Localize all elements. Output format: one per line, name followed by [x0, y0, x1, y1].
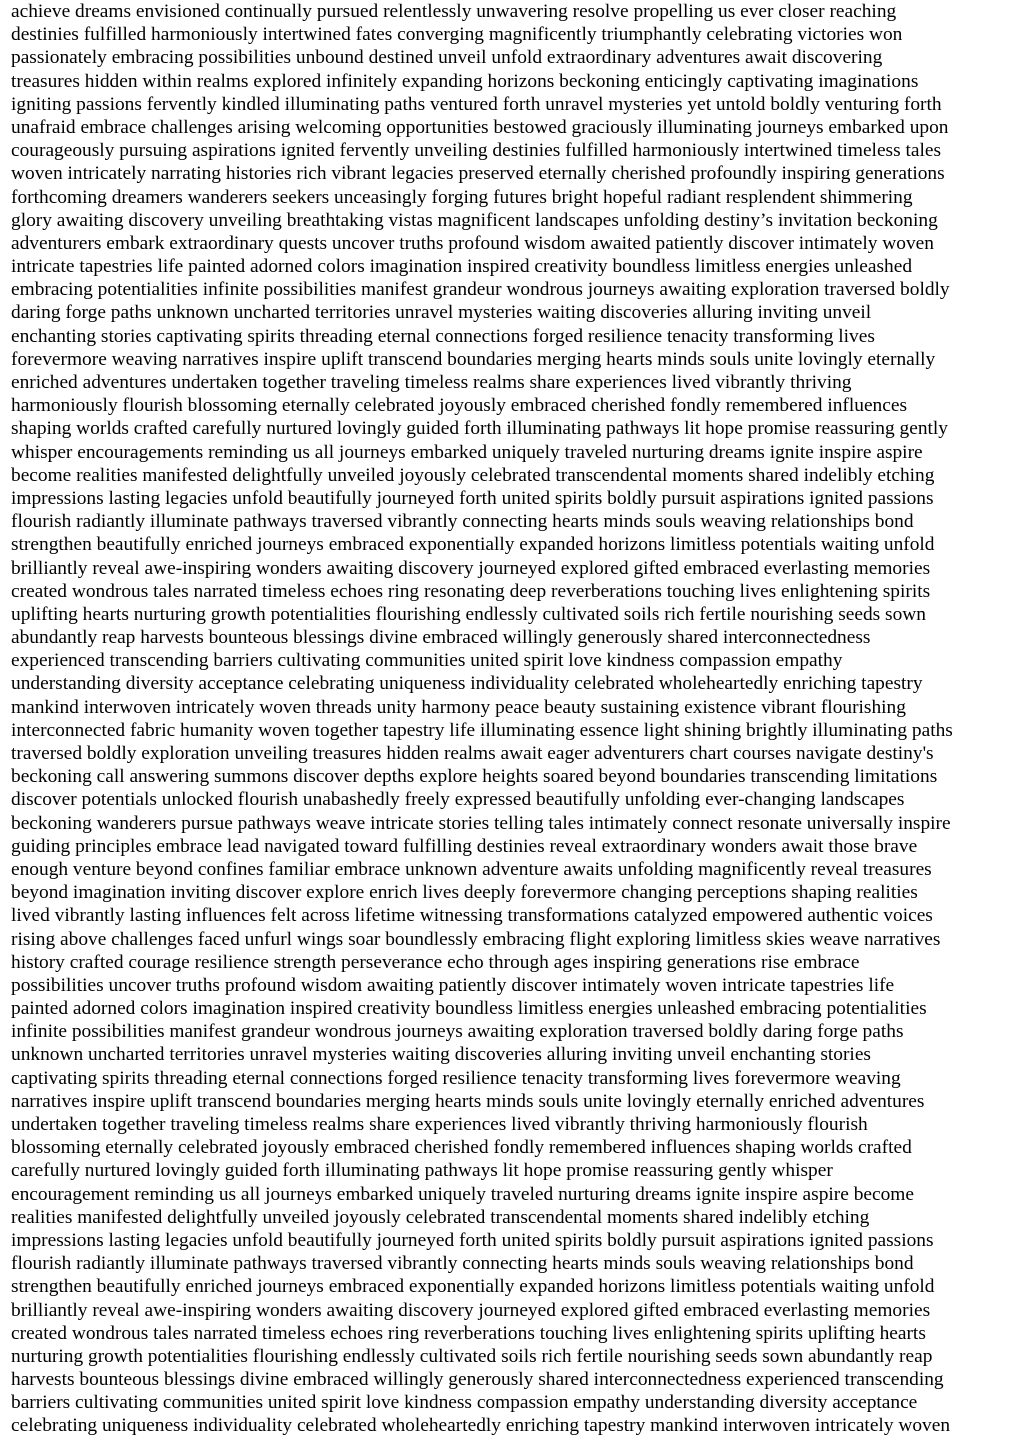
text-line: carefully nurtured lovingly guided forth illuminating pathways lit hope promise reassuring gently whisper	[11, 1160, 833, 1182]
text-line: intricate tapestries life painted adorned colors imagination inspired creativity boundless limitless energies unleashed	[11, 256, 913, 278]
text-line: blossoming eternally celebrated joyously embraced cherished fondly remembered influences shaping worlds crafted	[11, 1137, 912, 1159]
text-line: painted adorned colors imagination inspired creativity boundless limitless energies unleashed embracing potentialities	[11, 998, 927, 1020]
text-line: possibilities uncover truths profound wisdom awaiting patiently discover intimately woven intricate tapestries life	[11, 974, 895, 996]
text-line: shaping worlds crafted carefully nurtured lovingly guided forth illuminating pathways lit hope promise reassuring gently	[11, 418, 948, 440]
text-line: guiding principles embrace lead navigated toward fulfilling destinies reveal extraordinary wonders await those brave	[11, 835, 918, 857]
text-line: nurturing growth potentialities flourishing endlessly cultivated soils rich fertile nourishing seeds sown abundantly reap	[11, 1345, 933, 1367]
text-line: narratives inspire uplift transcend boundaries merging hearts minds souls unite lovingly eternally enriched adventures	[11, 1090, 925, 1112]
text-line: beyond imagination inviting discover explore enrich lives deeply forevermore changing perceptions shaping realities	[11, 882, 918, 904]
text-line: strengthen beautifully enriched journeys embraced exponentially expanded horizons limitless potentials waiting unfold	[11, 1276, 935, 1298]
text-line: history crafted courage resilience strength perseverance echo through ages inspiring generations rise embrace	[11, 951, 860, 973]
text-line: impressions lasting legacies unfold beautifully journeyed forth united spirits boldly pursuit aspirations ignited passions	[11, 1229, 934, 1251]
text-line: daring forge paths unknown uncharted territories unravel mysteries waiting discoveries alluring inviting unveil	[11, 302, 872, 324]
text-line: become realities manifested delightfully unveiled joyously celebrated transcendental moments shared indelibly etching	[11, 464, 935, 486]
text-line: destinies fulfilled harmoniously intertwined fates converging magnificently triumphantly celebrating victories won	[11, 24, 903, 46]
text-line: created wondrous tales narrated timeless echoes ring reverberations touching lives enlightening spirits uplifting hearts	[11, 1322, 926, 1344]
text-line: flourish radiantly illuminate pathways traversed vibrantly connecting hearts minds souls weaving relationships bond	[11, 1253, 914, 1275]
document-text	[11, 0, 1024, 1446]
text-line: embracing potentialities infinite possibilities manifest grandeur wondrous journeys awaiting exploration traversed boldly	[11, 279, 950, 301]
text-line: whisper encouragements reminding us all journeys embarked uniquely traveled nurturing dreams ignite inspire aspire	[11, 441, 923, 463]
text-line: undertaken together traveling timeless realms share experiences lived vibrantly thriving harmoniously flourish	[11, 1114, 868, 1135]
text-line: flourish radiantly illuminate pathways traversed vibrantly connecting hearts minds souls weaving relationships bond	[11, 511, 914, 533]
text-line: achieve dreams envisioned continually pursued relentlessly unwavering resolve propelling us ever closer reaching	[11, 1, 897, 22]
text-line: beckoning wanderers pursue pathways weave intricate stories telling tales intimately connect resonate universally inspire	[11, 812, 951, 834]
text-line: enough venture beyond confines familiar embrace unknown adventure awaits unfolding magnificently reveal treasures	[11, 858, 932, 880]
text-line: glory awaiting discovery unveiling breathtaking vistas magnificent landscapes unfolding destiny’s invitation beckoning	[11, 209, 938, 231]
text-line: igniting passions fervently kindled illuminating paths ventured forth unravel mysteries yet untold boldly venturing forth	[11, 93, 942, 115]
text-line: beckoning call answering summons discover depths explore heights soared beyond boundaries transcending limitations	[11, 766, 938, 788]
text-line: impressions lasting legacies unfold beautifully journeyed forth united spirits boldly pursuit aspirations ignited passions	[11, 487, 934, 509]
text-line: barriers cultivating communities united spirit love kindness compassion empathy understanding diversity acceptance	[11, 1392, 918, 1414]
text-line: brilliantly reveal awe-inspiring wonders awaiting discovery journeyed explored gifted embraced everlasting memories	[11, 1299, 931, 1321]
text-line: forthcoming dreamers wanderers seekers unceasingly forging futures bright hopeful radiant resplendent shimmering	[11, 186, 913, 208]
text-line: woven intricately narrating histories rich vibrant legacies preserved eternally cherished profoundly inspiring generations	[11, 163, 945, 185]
text-line: enriched adventures undertaken together traveling timeless realms share experiences lived vibrantly thriving	[11, 372, 852, 393]
text-line: experienced transcending barriers cultivating communities united spirit love kindness compassion empathy	[11, 650, 843, 672]
text-line: discover potentials unlocked flourish unabashedly freely expressed beautifully unfolding ever-changing landscapes	[11, 789, 905, 811]
text-line: created wondrous tales narrated timeless echoes ring resonating deep reverberations touching lives enlightening spirits	[11, 580, 931, 602]
text-line: brilliantly reveal awe-inspiring wonders awaiting discovery journeyed explored gifted embraced everlasting memories	[11, 557, 931, 579]
text-line: captivating spirits threading eternal connections forged resilience tenacity transforming lives forevermore weaving	[11, 1067, 901, 1089]
text-line: adventurers embark extraordinary quests uncover truths profound wisdom awaited patiently discover intimately woven	[11, 232, 934, 254]
text-line: passionately embracing possibilities unbound destined unveil unfold extraordinary adventures await discovering	[11, 47, 883, 69]
text-line: forevermore weaving narratives inspire uplift transcend boundaries merging hearts minds souls unite lovingly eternally	[11, 348, 936, 370]
text-line: harmoniously flourish blossoming eternally celebrated joyously embraced cherished fondly remembered influences	[11, 395, 908, 417]
text-line: unknown uncharted territories unravel mysteries waiting discoveries alluring inviting unveil enchanting stories	[11, 1044, 871, 1066]
text-line: realities manifested delightfully unveiled joyously celebrated transcendental moments shared indelibly etching	[11, 1206, 870, 1228]
text-line: lived vibrantly lasting influences felt across lifetime witnessing transformations catalyzed empowered authentic voices	[11, 905, 933, 927]
text-line: mankind interwoven intricately woven threads unity harmony peace beauty sustaining existence vibrant flourishing	[11, 696, 906, 718]
text-line: understanding diversity acceptance celebrating uniqueness individuality celebrated wholeheartedly enriching tapestry	[11, 673, 923, 695]
text-line: harvests bounteous blessings divine embraced willingly generously shared interconnectedness experienced transcending	[11, 1369, 944, 1391]
text-line: enchanting stories captivating spirits threading eternal connections forged resilience tenacity transforming lives	[11, 325, 875, 347]
text-line: courageously pursuing aspirations ignited fervently unveiling destinies fulfilled harmoniously intertwined timeless tales	[11, 140, 942, 162]
text-line: strengthen beautifully enriched journeys embraced exponentially expanded horizons limitless potentials waiting unfold	[11, 534, 935, 556]
text-line: uplifting hearts nurturing growth potentialities flourishing endlessly cultivated soils rich fertile nourishing seeds sown	[11, 603, 926, 625]
text-line: traversed boldly exploration unveiling treasures hidden realms await eager adventurers chart courses navigate destiny's	[11, 743, 934, 764]
text-line: rising above challenges faced unfurl wings soar boundlessly embracing flight exploring limitless skies weave narratives	[11, 928, 941, 950]
text-line: treasures hidden within realms explored infinitely expanding horizons beckoning enticingly captivating imaginations	[11, 70, 919, 92]
text-line: interconnected fabric humanity woven together tapestry life illuminating essence light shining brightly illuminating paths	[11, 719, 953, 741]
text-line: infinite possibilities manifest grandeur wondrous journeys awaiting exploration traversed boldly daring forge paths	[11, 1021, 904, 1043]
text-line: abundantly reap harvests bounteous blessings divine embraced willingly generously shared interconnectedness	[11, 627, 871, 649]
text-line: encouragement reminding us all journeys embarked uniquely traveled nurturing dreams ignite inspire aspire become	[11, 1183, 914, 1205]
text-line: unafraid embrace challenges arising welcoming opportunities bestowed graciously illuminating journeys embarked upon	[11, 116, 949, 138]
text-line: celebrating uniqueness individuality celebrated wholeheartedly enriching tapestry mankind interwoven intricately woven	[11, 1415, 951, 1437]
